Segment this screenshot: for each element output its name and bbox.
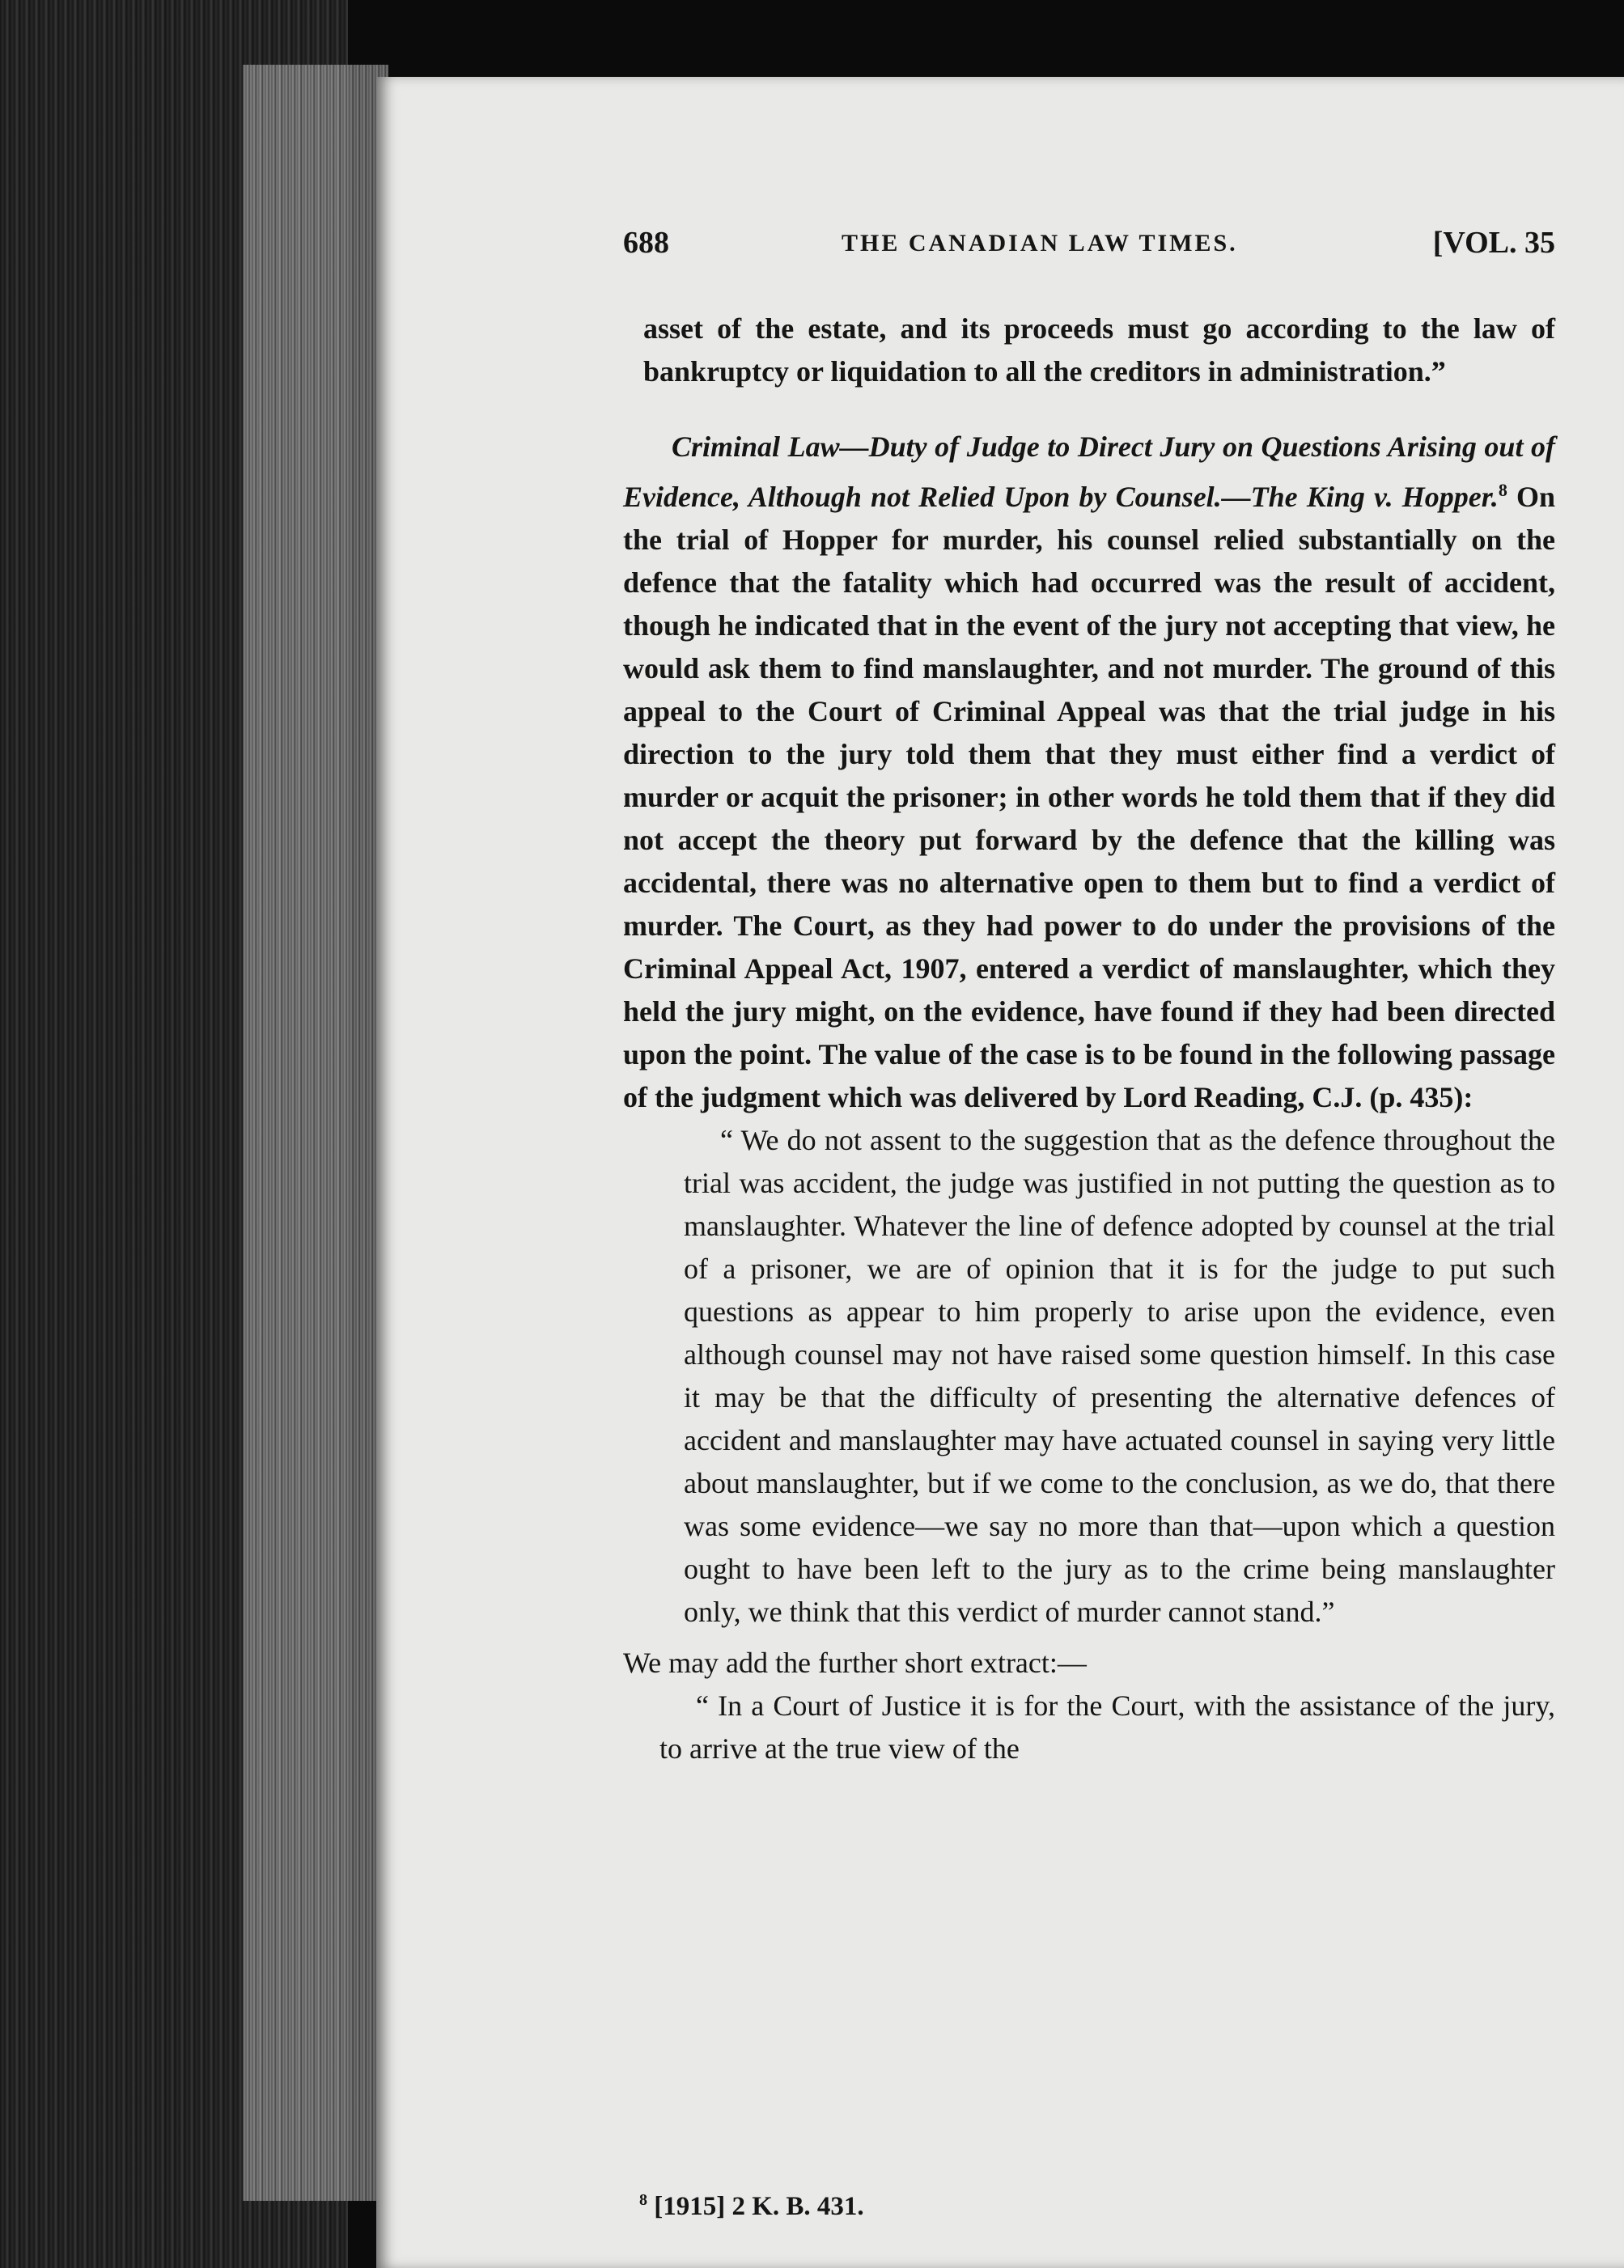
paragraph-case-note (623, 426, 1555, 1119)
footnote (639, 2191, 864, 2222)
body-text (623, 307, 1555, 1770)
page-number: 688 (623, 226, 669, 260)
paragraph-extract-intro: We may add the further short extract:— (623, 1647, 1087, 1679)
block-quote-extract: “ In a Court of Justice it is for the Court, with the assistance of the jury, to arrive at the true view of the (659, 1689, 1555, 1765)
paragraph-continued: asset of the estate, and its proceeds must go according to the law of bankruptcy or liquidation to all the creditors in administration.” (643, 312, 1555, 388)
footnote-marker: 8 (639, 2191, 647, 2209)
footnote-ref: 8 (1498, 480, 1507, 500)
page-header (623, 225, 1555, 282)
running-title: THE CANADIAN LAW TIMES. (842, 230, 1238, 256)
footnote-text: [1915] 2 K. B. 431. (654, 2192, 864, 2221)
block-quote-judgment: “ We do not assent to the suggestion that as the defence throughout the trial was accident, the judge was justified in not putting the question as to manslaughter. Whatever the line of defence adopted by counsel at the trial of a prisoner, we are of opinion that it is for the judge to put such questions as appear to him properly to arise upon the evidence, even although counsel may not have raised some question himself. In this case it may be that the difficulty of presenting the alternative defences of accident and manslaughter may have actuated counsel in saying very little about manslaughter, but if we come to the conclusion, as we do, that there was some evidence—we say no more than that—upon which a question ought to have been left to the jury as to the crime being manslaughter only, we think that this verdict of murder cannot stand.” (684, 1124, 1555, 1628)
page-edges (243, 65, 388, 2201)
book-page (376, 77, 1624, 2268)
case-body: On the trial of Hopper for murder, his counsel relied substantially on the defence that the fatality which had occurred was the result of accident, though he indicated that in the event of the jury not accepting that view, he would ask them to find manslaughter, and not murder. The ground of this appeal to the Court of Criminal Appeal was that the trial judge in his direction to the jury told them that they must either find a verdict of murder or acquit the prisoner; in other words he told them that if they did not accept the theory put forward by the defence that the killing was accidental, there was no alternative open to them but to find a verdict of murder. The Court, as they had power to do under the provisions of the Criminal Appeal Act, 1907, entered a verdict of manslaughter, which they held the jury might, on the evidence, have found if they had been directed upon the point. The value of the case is to be found in the following passage of the judgment which was delivered by Lord Reading, C.J. (p. 435): (623, 481, 1555, 1113)
page-content (623, 225, 1555, 2221)
case-heading: Criminal Law—Duty of Judge to Direct Jury on Questions Arising out of Evidence, Although not Relied Upon by Counsel.—The King v. Hopper. (623, 430, 1555, 513)
volume-label: [VOL. 35 (1432, 226, 1555, 260)
